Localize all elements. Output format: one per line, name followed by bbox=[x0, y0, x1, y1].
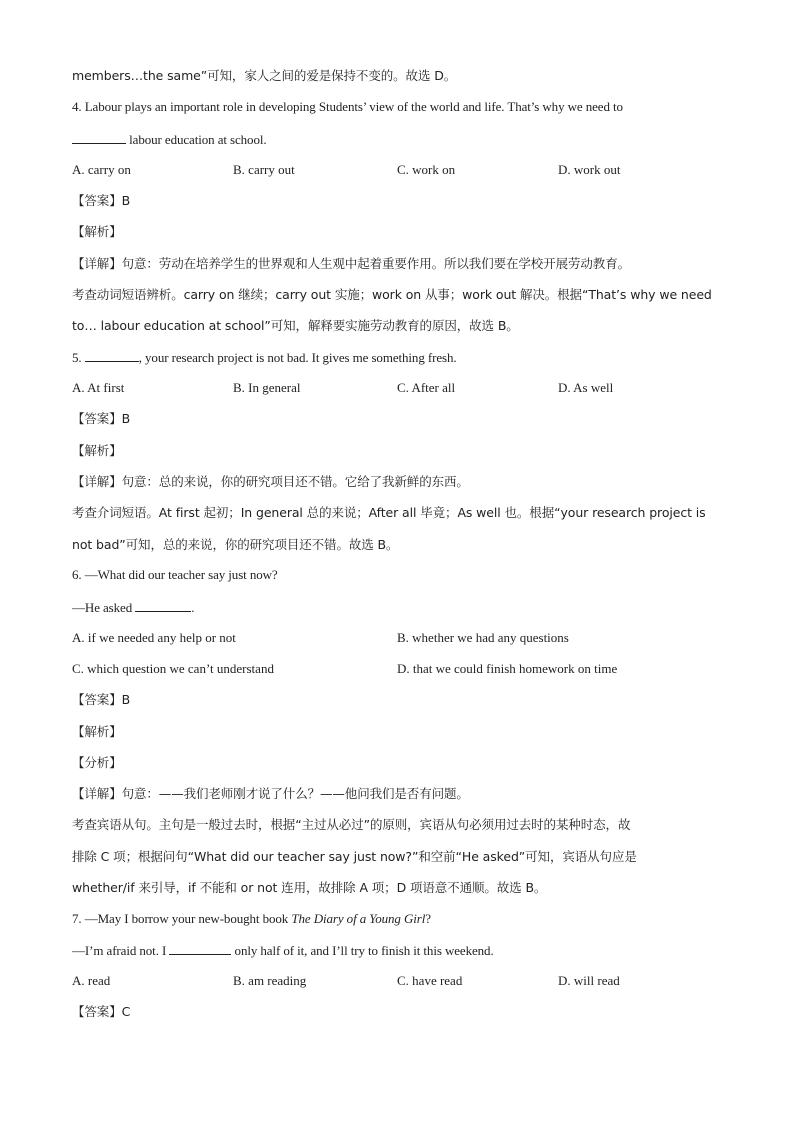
analysis-label: 【解析】 bbox=[72, 224, 122, 239]
book-title: The Diary of a Young Girl bbox=[291, 911, 426, 926]
question-5-stem bbox=[72, 349, 457, 366]
question-6-reply: —He asked . bbox=[72, 600, 195, 615]
question-5-stem-text: , your research project is not bad. It gives me something fresh. bbox=[138, 350, 457, 365]
explanation-line: 考查动词短语辨析。carry on 继续；carry out 实施；work on 从事；work out 解决。根据“That’s why we need bbox=[72, 287, 712, 302]
analysis-label: 【解析】 bbox=[72, 443, 122, 458]
question-mark: ? bbox=[425, 911, 431, 926]
explanation-line: 【详解】句意：——我们老师刚才说了什么？——他问我们是否有问题。 bbox=[72, 786, 469, 801]
option-a: A. read bbox=[72, 973, 111, 988]
explanation-line: 考查介词短语。At first 起初；In general 总的来说；After all 毕竟；As well 也。根据“your research project is bbox=[72, 505, 706, 520]
option-b: B. carry out bbox=[233, 162, 295, 177]
option-c: C. have read bbox=[397, 973, 463, 988]
answer-label: 【答案】B bbox=[72, 692, 131, 707]
option-b: B. whether we had any questions bbox=[397, 630, 569, 645]
answer-label: 【答案】C bbox=[72, 1004, 131, 1019]
analysis-sub-label: 【分析】 bbox=[72, 755, 122, 770]
answer-blank bbox=[135, 599, 191, 612]
question-4-stem-cont bbox=[72, 131, 267, 148]
explanation-line: 【详解】句意：总的来说，你的研究项目还不错。它给了我新鲜的东西。 bbox=[72, 474, 469, 489]
question-7-reply-text: —I’m afraid not. I bbox=[72, 943, 167, 958]
question-number: 5. bbox=[72, 350, 82, 365]
option-a: A. carry on bbox=[72, 162, 131, 177]
text-line: members…the same”可知，家人之间的爱是保持不变的。故选 D。 bbox=[72, 68, 457, 83]
option-b: B. am reading bbox=[233, 973, 307, 988]
question-7-stem-text: 7. —May I borrow your new-bought book bbox=[72, 911, 292, 926]
option-a: A. if we needed any help or not bbox=[72, 630, 236, 645]
option-c: C. which question we can’t understand bbox=[72, 661, 274, 676]
option-a: A. At first bbox=[72, 380, 125, 395]
option-d: D. that we could finish homework on time bbox=[397, 661, 618, 676]
question-4-stem: 4. Labour plays an important role in developing Students’ view of the world and life. That’s why we need to bbox=[72, 99, 623, 114]
option-d: D. As well bbox=[558, 380, 614, 395]
answer-label: 【答案】B bbox=[72, 411, 131, 426]
option-b: B. In general bbox=[233, 380, 301, 395]
question-7-reply bbox=[72, 942, 494, 959]
option-c: C. After all bbox=[397, 380, 456, 395]
question-6-reply-text: —He asked bbox=[72, 600, 133, 615]
answer-blank bbox=[72, 131, 126, 144]
explanation-line: whether/if 来引导，if 不能和 or not 连用，故排除 A 项；D 项语意不通顺。故选 B。 bbox=[72, 880, 547, 895]
answer-label: 【答案】B bbox=[72, 193, 131, 208]
option-d: D. will read bbox=[558, 973, 620, 988]
analysis-label: 【解析】 bbox=[72, 724, 122, 739]
explanation-line: to… labour education at school”可知，解释要实施劳动教育的原因，故选 B。 bbox=[72, 318, 519, 333]
question-7-stem bbox=[72, 911, 431, 927]
answer-blank bbox=[85, 349, 139, 362]
question-7-reply-text-cont: only half of it, and I’ll try to finish it this weekend. bbox=[234, 943, 494, 958]
option-d: D. work out bbox=[558, 162, 621, 177]
explanation-line: 【详解】句意：劳动在培养学生的世界观和人生观中起着重要作用。所以我们要在学校开展劳动教育。 bbox=[72, 256, 631, 271]
explanation-line: 排除 C 项；根据问句“What did our teacher say just now?”和空前“He asked”可知，宾语从句应是 bbox=[72, 849, 637, 864]
explanation-line: 考查宾语从句。主句是一般过去时，根据“主过从必过”的原则，宾语从句必须用过去时的某种时态，故 bbox=[72, 817, 631, 832]
question-6-stem: 6. —What did our teacher say just now? bbox=[72, 567, 278, 582]
explanation-line: not bad”可知，总的来说，你的研究项目还不错。故选 B。 bbox=[72, 537, 399, 552]
question-4-stem-text: labour education at school. bbox=[129, 132, 267, 147]
answer-blank bbox=[169, 942, 231, 955]
option-c: C. work on bbox=[397, 162, 456, 177]
